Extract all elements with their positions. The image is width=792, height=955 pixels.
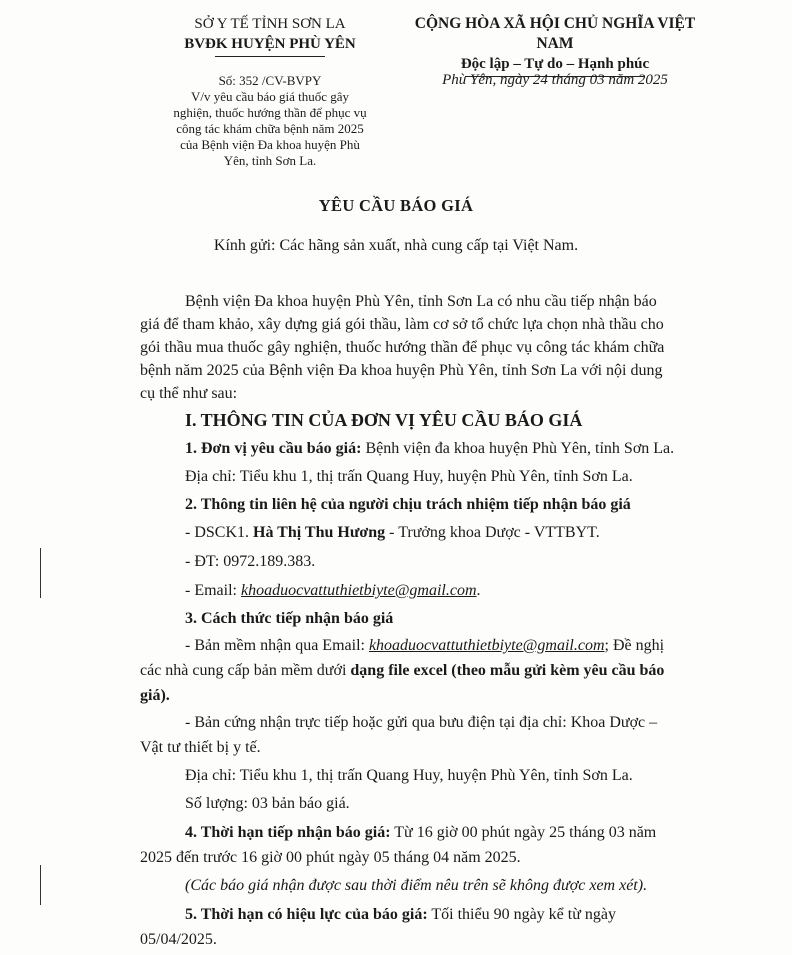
soft-copy-line [140,660,664,682]
hard-copy-address: Địa chỉ: Tiểu khu 1, thị trấn Quang Huy, huyện Phù Yên, tỉnh Sơn La. [185,767,633,784]
item5 [185,904,616,926]
hard-copy-line: Vật tư thiết bị y tế. [140,739,261,756]
email-link[interactable]: khoaduocvattuthietbiyte@gmail.com [240,582,477,599]
item5-value: Tối thiểu 90 ngày kể từ ngày [427,906,616,923]
national-motto-block [400,14,710,77]
item1 [185,438,674,460]
email-prefix: - Email: [185,582,241,599]
issuer-department: SỞ Y TẾ TỈNH SƠN LA [194,16,346,32]
greeting: Kính gửi: Các hãng sản xuất, nhà cung cấp tại Việt Nam. [213,237,579,254]
soft-line2-prefix: các nhà cung cấp bản mềm dưới [140,662,351,679]
subject-line: Yên, tỉnh Sơn La. [223,153,317,168]
subject-line: nghiện, thuốc hướng thần để phục vụ [173,105,367,120]
requester-address: Địa chỉ: Tiểu khu 1, thị trấn Quang Huy, huyện Phù Yên, tỉnh Sơn La. [185,468,633,485]
scan-edge-mark [40,548,41,598]
document-date: Phù Yên, ngày 24 tháng 03 năm 2025 [442,72,668,88]
item1-value: Bệnh viện đa khoa huyện Phù Yên, tỉnh Sơn La. [361,440,675,457]
issuer-hospital: BVĐK HUYỆN PHÙ YÊN [184,36,356,52]
reference-number: Số: 352 /CV-BVPY [218,73,322,88]
item2-label: 2. Thông tin liên hệ của người chịu trách nhiệm tiếp nhận báo giá [185,496,631,513]
item4-line2: 2025 đến trước 16 giờ 00 phút ngày 05 tháng 04 năm 2025. [140,849,521,866]
contact-person [185,522,600,544]
item3-label: 3. Cách thức tiếp nhận báo giá [185,610,394,627]
intro-line: giá để tham khảo, xây dựng giá gói thầu, làm cơ sở tổ chức lựa chọn nhà thầu cho [140,316,664,333]
item5-line2: 05/04/2025. [140,931,217,948]
reference-block [150,73,390,169]
intro-line: cụ thể như sau: [140,385,238,402]
scan-edge-mark [40,865,41,905]
intro-line: gói thầu mua thuốc gây nghiện, thuốc hướng thần để phục vụ công tác khám chữa [140,339,665,356]
item4-note: (Các báo giá nhận được sau thời điểm nêu trên sẽ không được xem xét). [185,877,648,894]
item5-label: 5. Thời hạn có hiệu lực của báo giá: [185,906,428,923]
contact-phone: - ĐT: 0972.189.383. [185,553,316,570]
soft-line2-bold: dạng file excel (theo mẫu gửi kèm yêu cầu báo [350,662,665,679]
contact-role: - Trưởng khoa Dược - VTTBYT. [385,524,600,541]
item4 [185,822,656,844]
national-motto: Độc lập – Tự do – Hạnh phúc [460,56,650,72]
contact-name: Hà Thị Thu Hương [253,524,386,541]
soft-suffix: ; Đề nghị [604,637,665,654]
issuer-block [150,14,390,57]
hard-copy-line: - Bản cứng nhận trực tiếp hoặc gửi qua bưu điện tại địa chỉ: Khoa Dược – [185,714,658,731]
subject-line: V/v yêu cầu báo giá thuốc gây [190,89,350,104]
soft-email-link[interactable]: khoaduocvattuthietbiyte@gmail.com [368,637,605,654]
soft-copy-line [185,635,664,657]
contact-prefix: - DSCK1. [185,524,254,541]
contact-email [185,580,481,602]
item1-label: 1. Đơn vị yêu cầu báo giá: [185,440,362,457]
subject-line: của Bệnh viện Đa khoa huyện Phù [180,137,360,152]
national-title: CỘNG HÒA XÃ HỘI CHỦ NGHĨA VIỆT NAM [414,15,696,52]
quantity: Số lượng: 03 bản báo giá. [185,795,350,812]
document-title: YÊU CẦU BÁO GIÁ [318,196,474,215]
subject-line: công tác khám chữa bệnh năm 2025 [176,121,364,136]
intro-line: bệnh năm 2025 của Bệnh viện Đa khoa huyện Phù Yên, tỉnh Sơn La với nội dung [140,362,663,379]
section-heading: I. THÔNG TIN CỦA ĐƠN VỊ YÊU CẦU BÁO GIÁ [185,410,583,430]
email-suffix: . [476,582,481,599]
divider [215,56,325,57]
item4-value: Từ 16 giờ 00 phút ngày 25 tháng 03 năm [390,824,657,841]
soft-line3: giá). [140,687,170,704]
item4-label: 4. Thời hạn tiếp nhận báo giá: [185,824,391,841]
intro-line: Bệnh viện Đa khoa huyện Phù Yên, tỉnh Sơn La có nhu cầu tiếp nhận báo [185,293,657,310]
soft-prefix: - Bản mềm nhận qua Email: [185,637,369,654]
